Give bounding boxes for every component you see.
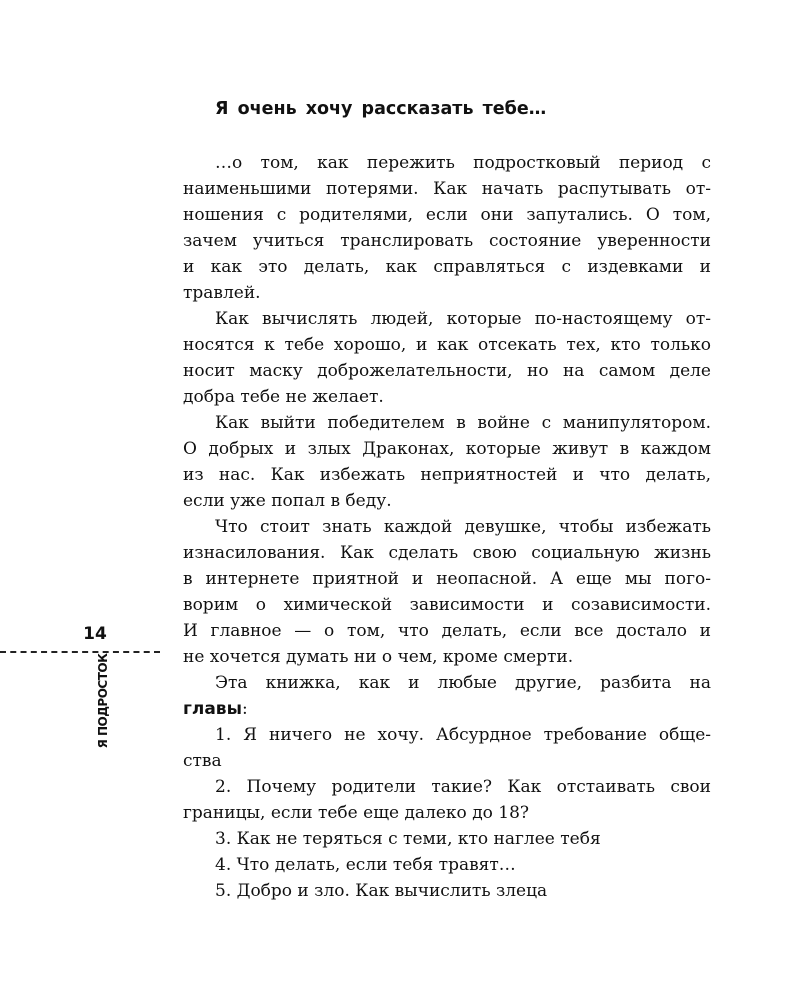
paragraph-line: в интернете приятной и неопасной. А еще мы пого- xyxy=(183,569,711,589)
paragraph-line: …о том, как пережить подростковый период с xyxy=(215,153,711,173)
paragraph-line: не хочется думать ни о чем, кроме смерти. xyxy=(183,647,574,667)
chapters-word: главы xyxy=(183,699,242,719)
paragraph-line: добра тебе не желает. xyxy=(183,387,384,407)
paragraph-line: травлей. xyxy=(183,283,261,303)
running-head-text: Я ПОДРОСТОК xyxy=(96,653,110,749)
paragraph-line: ношения с родителями, если они запутались. О том, xyxy=(183,205,711,225)
chapter-item-continued: границы, если тебе еще далеко до 18? xyxy=(183,803,530,823)
paragraph-line: из нас. Как избежать неприятностей и что делать, xyxy=(183,465,711,485)
chapters-colon: : xyxy=(241,699,248,719)
dashed-folio-rule xyxy=(0,651,160,653)
paragraph-line: ворим о химической зависимости и созависимости. xyxy=(183,595,711,615)
section-heading: Я очень хочу рассказать тебе… xyxy=(215,99,547,119)
paragraph-line xyxy=(183,696,711,722)
paragraph-line: и как это делать, как справляться с издевками и xyxy=(183,257,711,277)
chapter-item: 2. Почему родители такие? Как отстаивать свои xyxy=(215,777,711,797)
paragraph-line: О добрых и злых Драконах, которые живут в каждом xyxy=(183,439,711,459)
paragraph-line: носит маску доброжелательности, но на самом деле xyxy=(183,361,711,381)
chapter-item: 1. Я ничего не хочу. Абсурдное требование обще- xyxy=(215,725,711,745)
paragraph-line: Что стоит знать каждой девушке, чтобы избежать xyxy=(215,517,711,537)
paragraph-line: изнасилования. Как сделать свою социальную жизнь xyxy=(183,543,711,563)
paragraph-line: если уже попал в беду. xyxy=(183,491,392,511)
paragraph-line: носятся к тебе хорошо, и как отсекать тех, кто только xyxy=(183,335,711,355)
paragraph-line: И главное — о том, что делать, если все достало и xyxy=(183,621,711,641)
paragraph-line: зачем учиться транслировать состояние уверенности xyxy=(183,231,711,251)
running-head xyxy=(96,653,110,749)
chapter-item: 4. Что делать, если тебя травят… xyxy=(215,855,516,875)
chapter-item-continued: ства xyxy=(183,751,222,771)
chapter-item: 5. Добро и зло. Как вычислить злеца xyxy=(215,881,548,901)
paragraph-line: Как выйти победителем в войне с манипулятором. xyxy=(215,413,711,433)
paragraph-line: Эта книжка, как и любые другие, разбита на xyxy=(215,673,711,693)
page-number: 14 xyxy=(83,624,107,644)
paragraph-line: Как вычислять людей, которые по-настоящему от- xyxy=(215,309,711,329)
chapter-item: 3. Как не теряться с теми, кто наглее тебя xyxy=(215,829,601,849)
paragraph-line: наименьшими потерями. Как начать распутывать от- xyxy=(183,179,711,199)
